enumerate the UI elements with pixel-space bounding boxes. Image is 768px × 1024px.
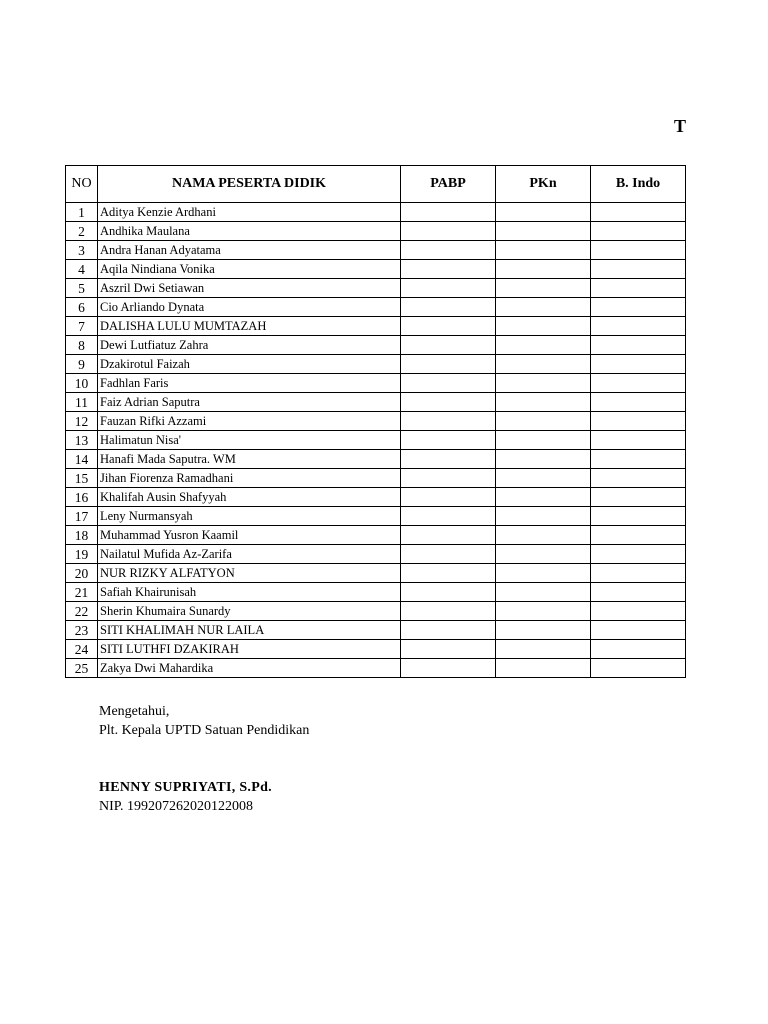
- row-number: 2: [66, 222, 98, 241]
- row-number: 4: [66, 260, 98, 279]
- score-cell-bindo[interactable]: [591, 298, 686, 317]
- score-cell-bindo[interactable]: [591, 222, 686, 241]
- row-number: 3: [66, 241, 98, 260]
- table-row: [66, 545, 686, 564]
- header-name: NAMA PESERTA DIDIK: [98, 166, 401, 203]
- row-number: 21: [66, 583, 98, 602]
- student-name: Muhammad Yusron Kaamil: [98, 526, 401, 545]
- student-name: Halimatun Nisa': [98, 431, 401, 450]
- table-row: [66, 431, 686, 450]
- student-name: Hanafi Mada Saputra. WM: [98, 450, 401, 469]
- score-cell-pkn[interactable]: [496, 545, 591, 564]
- student-name: Faiz Adrian Saputra: [98, 393, 401, 412]
- student-name: Jihan Fiorenza Ramadhani: [98, 469, 401, 488]
- score-cell-pabp[interactable]: [401, 336, 496, 355]
- student-name: Aszril Dwi Setiawan: [98, 279, 401, 298]
- score-cell-pabp[interactable]: [401, 564, 496, 583]
- table-row: [66, 583, 686, 602]
- student-name: Aditya Kenzie Ardhani: [98, 203, 401, 222]
- table-row: [66, 298, 686, 317]
- table-row: [66, 222, 686, 241]
- table-row: [66, 203, 686, 222]
- student-name: Leny Nurmansyah: [98, 507, 401, 526]
- student-name: SITI LUTHFI DZAKIRAH: [98, 640, 401, 659]
- row-number: 24: [66, 640, 98, 659]
- score-cell-pabp[interactable]: [401, 507, 496, 526]
- score-cell-bindo[interactable]: [591, 621, 686, 640]
- score-cell-bindo[interactable]: [591, 241, 686, 260]
- student-name: Sherin Khumaira Sunardy: [98, 602, 401, 621]
- header-pabp: PABP: [401, 166, 496, 203]
- score-cell-pkn[interactable]: [496, 621, 591, 640]
- header-pkn: PKn: [496, 166, 591, 203]
- score-cell-pkn[interactable]: [496, 583, 591, 602]
- score-cell-pabp[interactable]: [401, 488, 496, 507]
- student-name: Andhika Maulana: [98, 222, 401, 241]
- score-cell-bindo[interactable]: [591, 374, 686, 393]
- score-cell-pabp[interactable]: [401, 279, 496, 298]
- score-cell-pkn[interactable]: [496, 450, 591, 469]
- table-row: [66, 241, 686, 260]
- score-cell-bindo[interactable]: [591, 450, 686, 469]
- score-cell-bindo[interactable]: [591, 336, 686, 355]
- student-name: Aqila Nindiana Vonika: [98, 260, 401, 279]
- score-cell-pkn[interactable]: [496, 298, 591, 317]
- score-cell-pabp[interactable]: [401, 412, 496, 431]
- score-cell-pkn[interactable]: [496, 279, 591, 298]
- table-row: [66, 374, 686, 393]
- score-cell-bindo[interactable]: [591, 545, 686, 564]
- row-number: 12: [66, 412, 98, 431]
- score-cell-pabp[interactable]: [401, 602, 496, 621]
- table-row: [66, 317, 686, 336]
- student-name: Fadhlan Faris: [98, 374, 401, 393]
- row-number: 16: [66, 488, 98, 507]
- score-cell-pkn[interactable]: [496, 260, 591, 279]
- score-cell-pabp[interactable]: [401, 355, 496, 374]
- score-cell-pkn[interactable]: [496, 203, 591, 222]
- table-row: [66, 279, 686, 298]
- score-cell-pabp[interactable]: [401, 583, 496, 602]
- score-cell-bindo[interactable]: [591, 583, 686, 602]
- score-cell-pkn[interactable]: [496, 355, 591, 374]
- grade-table: [65, 165, 686, 678]
- student-name: Zakya Dwi Mahardika: [98, 659, 401, 678]
- score-cell-pabp[interactable]: [401, 450, 496, 469]
- row-number: 8: [66, 336, 98, 355]
- score-cell-pkn[interactable]: [496, 317, 591, 336]
- score-cell-pabp[interactable]: [401, 621, 496, 640]
- row-number: 17: [66, 507, 98, 526]
- table-row: [66, 640, 686, 659]
- table-row: [66, 336, 686, 355]
- row-number: 25: [66, 659, 98, 678]
- score-cell-bindo[interactable]: [591, 564, 686, 583]
- table-row: [66, 469, 686, 488]
- score-cell-bindo[interactable]: [591, 279, 686, 298]
- score-cell-bindo[interactable]: [591, 317, 686, 336]
- score-cell-pabp[interactable]: [401, 640, 496, 659]
- signature-block: [99, 702, 309, 816]
- score-cell-bindo[interactable]: [591, 431, 686, 450]
- score-cell-bindo[interactable]: [591, 260, 686, 279]
- score-cell-pkn[interactable]: [496, 393, 591, 412]
- table-row: [66, 659, 686, 678]
- score-cell-pabp[interactable]: [401, 374, 496, 393]
- score-cell-pabp[interactable]: [401, 469, 496, 488]
- student-name: Safiah Khairunisah: [98, 583, 401, 602]
- score-cell-pkn[interactable]: [496, 222, 591, 241]
- table-row: [66, 526, 686, 545]
- score-cell-bindo[interactable]: [591, 355, 686, 374]
- header-no: NO: [66, 166, 98, 203]
- table-body: [66, 203, 686, 678]
- row-number: 9: [66, 355, 98, 374]
- table-row: [66, 621, 686, 640]
- score-cell-pkn[interactable]: [496, 640, 591, 659]
- score-cell-pkn[interactable]: [496, 526, 591, 545]
- row-number: 13: [66, 431, 98, 450]
- score-cell-pabp[interactable]: [401, 431, 496, 450]
- score-cell-bindo[interactable]: [591, 640, 686, 659]
- signer-nip: NIP. 199207262020122008: [99, 799, 254, 814]
- row-number: 23: [66, 621, 98, 640]
- student-name: SITI KHALIMAH NUR LAILA: [98, 621, 401, 640]
- student-name: Dzakirotul Faizah: [98, 355, 401, 374]
- score-cell-pabp[interactable]: [401, 203, 496, 222]
- row-number: 5: [66, 279, 98, 298]
- score-cell-bindo[interactable]: [591, 507, 686, 526]
- score-cell-pabp[interactable]: [401, 317, 496, 336]
- table-row: [66, 412, 686, 431]
- score-cell-bindo[interactable]: [591, 526, 686, 545]
- row-number: 1: [66, 203, 98, 222]
- table-row: [66, 564, 686, 583]
- row-number: 11: [66, 393, 98, 412]
- score-cell-pabp[interactable]: [401, 260, 496, 279]
- table-row: [66, 507, 686, 526]
- score-cell-pabp[interactable]: [401, 241, 496, 260]
- score-cell-pkn[interactable]: [496, 507, 591, 526]
- table-row: [66, 450, 686, 469]
- score-cell-bindo[interactable]: [591, 659, 686, 678]
- signer-name: HENNY SUPRIYATI, S.Pd.: [99, 780, 272, 795]
- row-number: 6: [66, 298, 98, 317]
- student-name: Fauzan Rifki Azzami: [98, 412, 401, 431]
- table-row: [66, 260, 686, 279]
- score-cell-bindo[interactable]: [591, 602, 686, 621]
- score-cell-bindo[interactable]: [591, 412, 686, 431]
- score-cell-pabp[interactable]: [401, 545, 496, 564]
- page-heading: T: [674, 116, 687, 136]
- score-cell-pkn[interactable]: [496, 564, 591, 583]
- student-name: NUR RIZKY ALFATYON: [98, 564, 401, 583]
- student-name: Andra Hanan Adyatama: [98, 241, 401, 260]
- score-cell-pabp[interactable]: [401, 222, 496, 241]
- score-cell-pabp[interactable]: [401, 393, 496, 412]
- header-bindo: B. Indo: [591, 166, 686, 203]
- table-row: [66, 488, 686, 507]
- row-number: 10: [66, 374, 98, 393]
- score-cell-pabp[interactable]: [401, 659, 496, 678]
- row-number: 19: [66, 545, 98, 564]
- score-cell-pkn[interactable]: [496, 431, 591, 450]
- student-name: Nailatul Mufida Az-Zarifa: [98, 545, 401, 564]
- table-row: [66, 393, 686, 412]
- score-cell-pkn[interactable]: [496, 336, 591, 355]
- score-cell-pkn[interactable]: [496, 374, 591, 393]
- signer-position: Plt. Kepala UPTD Satuan Pendidikan: [99, 723, 310, 738]
- score-cell-pkn[interactable]: [496, 488, 591, 507]
- score-cell-pabp[interactable]: [401, 526, 496, 545]
- score-cell-bindo[interactable]: [591, 488, 686, 507]
- student-name: Khalifah Ausin Shafyyah: [98, 488, 401, 507]
- student-name: DALISHA LULU MUMTAZAH: [98, 317, 401, 336]
- score-cell-bindo[interactable]: [591, 203, 686, 222]
- score-cell-bindo[interactable]: [591, 393, 686, 412]
- student-name: Dewi Lutfiatuz Zahra: [98, 336, 401, 355]
- row-number: 15: [66, 469, 98, 488]
- score-cell-pkn[interactable]: [496, 659, 591, 678]
- row-number: 7: [66, 317, 98, 336]
- row-number: 14: [66, 450, 98, 469]
- acknowledge-text: Mengetahui,: [99, 704, 170, 719]
- score-cell-pabp[interactable]: [401, 298, 496, 317]
- student-name: Cio Arliando Dynata: [98, 298, 401, 317]
- score-cell-pkn[interactable]: [496, 412, 591, 431]
- score-cell-pkn[interactable]: [496, 241, 591, 260]
- score-cell-bindo[interactable]: [591, 469, 686, 488]
- score-cell-pkn[interactable]: [496, 469, 591, 488]
- row-number: 18: [66, 526, 98, 545]
- table-header-row: [66, 166, 686, 203]
- table-row: [66, 602, 686, 621]
- score-cell-pkn[interactable]: [496, 602, 591, 621]
- table-row: [66, 355, 686, 374]
- row-number: 22: [66, 602, 98, 621]
- row-number: 20: [66, 564, 98, 583]
